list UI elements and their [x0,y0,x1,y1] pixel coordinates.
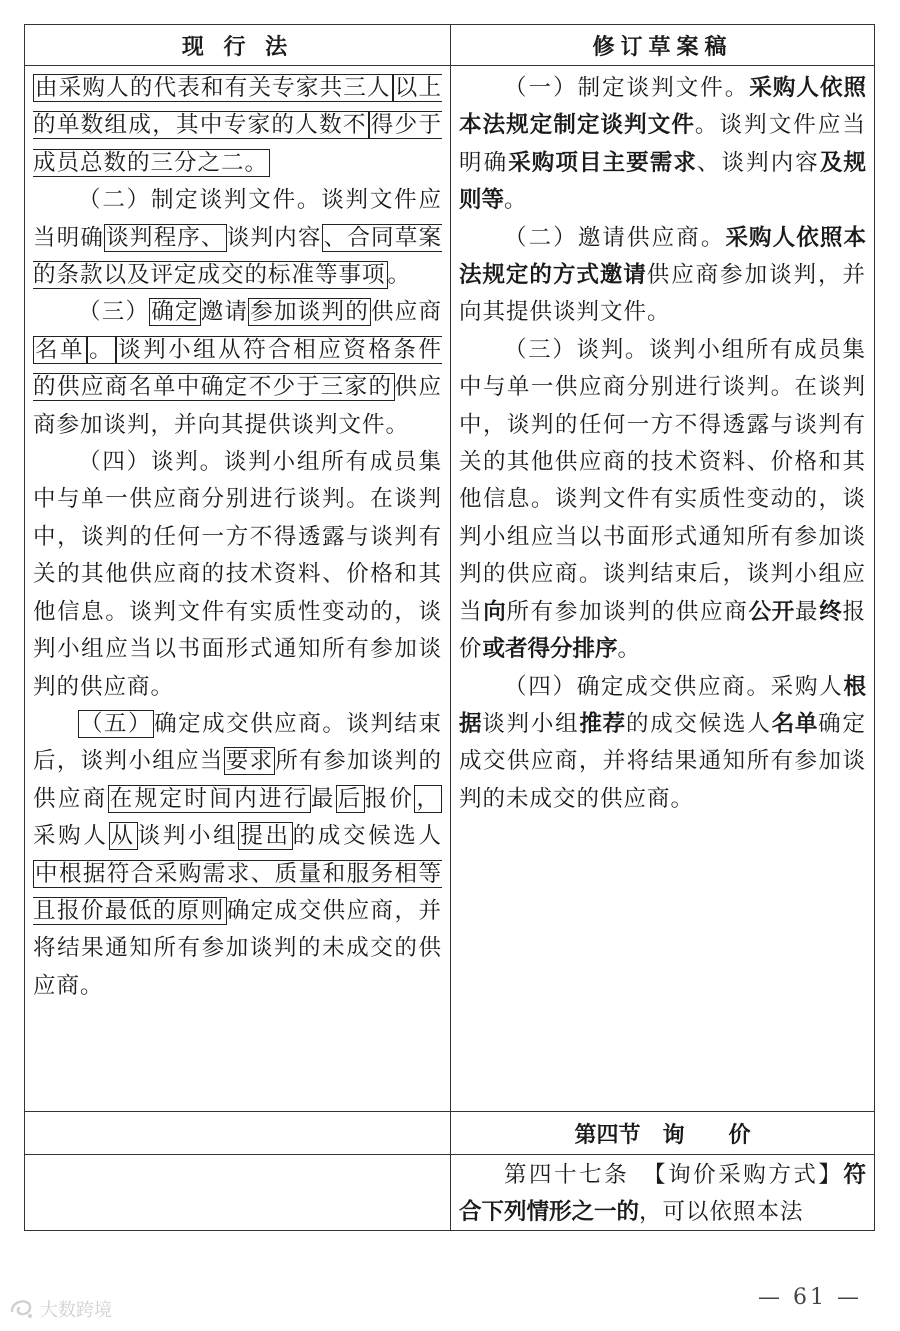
boxed-text: 后 [337,785,363,812]
text-run: 报价 [459,598,866,663]
watermark [8,1296,112,1322]
bold-text: 采购项目主要需求 [508,149,697,176]
boxed-text: 中根据符合采购需求、质量和服务相等且报价最低的原则 [33,860,442,924]
boxed-text: 确定 [151,299,199,326]
bold-text: 终 [819,598,843,625]
watermark-text: 大数跨境 [40,1300,112,1321]
text-run: （一）制定谈判文件。 [504,75,750,101]
paragraph [33,706,442,1005]
text-run: 最 [310,785,336,812]
boxed-text: 谈判小组从符合相应资格条件的供应商名单中确定不少于三家的 [33,336,442,401]
boxed-text: 、合同草案的条款以及评定成交的标准等事项 [33,224,442,289]
paragraph [33,70,442,182]
text-run: （四）确定成交供应商。采购人 [504,673,844,700]
text-run: 供应商参加谈判，并向其提供谈判文件。 [459,262,866,326]
page-number: — 61 — [758,1285,862,1310]
article-left-empty [25,1155,451,1230]
bold-text: 推荐 [579,710,626,737]
header-current-law: 现 行 法 [25,25,451,65]
text-run: （二）邀请供应商。 [504,224,726,251]
section-title-text: 第四节 询 价 [574,1122,751,1148]
boxed-text: 得少于成员总数的三分之二。 [33,112,442,176]
text-run: 邀请 [200,299,249,326]
text-run: 。谈判文件应当明确 [459,112,866,176]
text-run: 。 [504,187,528,214]
text-run: 所有参加谈判的供应商 [33,748,442,812]
bold-text: 公开 [748,598,795,625]
bold-text: 向 [483,598,507,625]
paragraph [459,332,866,669]
boxed-text: 由采购人的代表和有关专家共三人 [35,75,391,101]
text-run: 谈判内容 [226,224,322,251]
section-row [25,1112,874,1155]
bold-text: 采购人依照本法规定的方式邀请 [459,224,866,289]
text-run: 最 [795,598,820,625]
bold-text: 及规则等 [459,149,866,214]
paragraph [459,220,866,332]
text-run: 供应商 [370,299,442,326]
paragraph [33,182,442,294]
text-run: 报价 [364,785,415,812]
text-run: 第四十七条 【询价采购方式】 [504,1162,844,1188]
boxed-text: 要求 [225,748,274,775]
boxed-text: 。 [89,336,115,363]
section-left-empty [25,1112,451,1154]
boxed-text: 以上的单数组成，其中专家的人数不 [33,75,442,139]
paragraph [33,294,442,444]
paragraph [459,669,866,819]
text-run: 确定成交供应商，并将结果通知所有参加谈判的未成交的供应商。 [33,897,442,999]
bold-text: 采购人依照本法规定制定谈判文件 [459,75,866,139]
bold-text: 根据 [459,673,866,737]
paragraph [33,444,442,706]
table-body-row [25,66,874,1112]
watermark-logo-icon [8,1297,36,1321]
boxed-text: （五） [80,710,153,737]
article-47-text [459,1157,866,1232]
text-run: （二）制定谈判文件。谈判文件应当明确 [33,187,442,251]
boxed-text: ， [416,785,440,812]
table-header-row [25,25,874,66]
boxed-text: 从 [110,823,136,850]
boxed-text: 在规定时间内进行 [109,785,309,812]
current-law-column [25,66,451,1111]
paragraph [459,70,866,220]
boxed-text: 提出 [240,823,291,850]
text-run: 、谈判内容 [696,149,820,176]
text-run: 的成交候选人 [625,710,772,737]
boxed-text: 参加谈判的 [250,299,369,326]
text-run: 谈判小组 [482,710,580,737]
boxed-text: 名单 [35,336,86,363]
text-run: （三）谈判。谈判小组所有成员集中与单一供应商分别进行谈判。在谈判中，谈判的任何一方不得透露与谈判有关的其他供应商的技术资料、价格和其他信息。谈判文件有实质性变动的，谈判小组应当以书面形式通知所有参加谈判的供应商。谈判结束后，谈判小组应当 [459,336,866,625]
revised-draft-column [451,66,874,1111]
article-47 [451,1155,874,1230]
section-title [451,1112,874,1154]
text-run: 确定成交供应商，并将结果通知所有参加谈判的未成交的供应商。 [459,710,866,812]
bold-text: 或者得分排序 [482,636,618,663]
text-run: 确定成交供应商。谈判结束后，谈判小组应当 [33,710,442,775]
text-run: 供应商参加谈判，并向其提供谈判文件。 [33,374,442,438]
text-run: 所有参加谈判的供应商 [506,598,749,625]
text-run: 采购人 [33,823,109,850]
text-run: 。 [617,636,642,663]
boxed-text: 谈判程序、 [106,224,225,251]
text-run: 。 [387,262,412,289]
text-run: 谈判小组 [137,823,239,850]
text-run: 的成交候选人 [292,823,442,850]
text-run: （三） [78,299,150,326]
header-revised-draft: 修订草案稿 [592,34,733,60]
text-run: ，可以依照本法 [639,1199,804,1226]
article-row [25,1155,874,1230]
bold-text: 名单 [771,710,819,737]
text-run: （四）谈判。谈判小组所有成员集中与单一供应商分别进行谈判。在谈判中，谈判的任何一方不得透露与谈判有关的其他供应商的技术资料、价格和其他信息。谈判文件有实质性变动的，谈判小组应当以书面形式通知所有参加谈判的供应商。 [33,449,442,700]
comparison-table [24,24,875,1231]
bold-text: 符合下列情形之一的 [459,1162,866,1226]
